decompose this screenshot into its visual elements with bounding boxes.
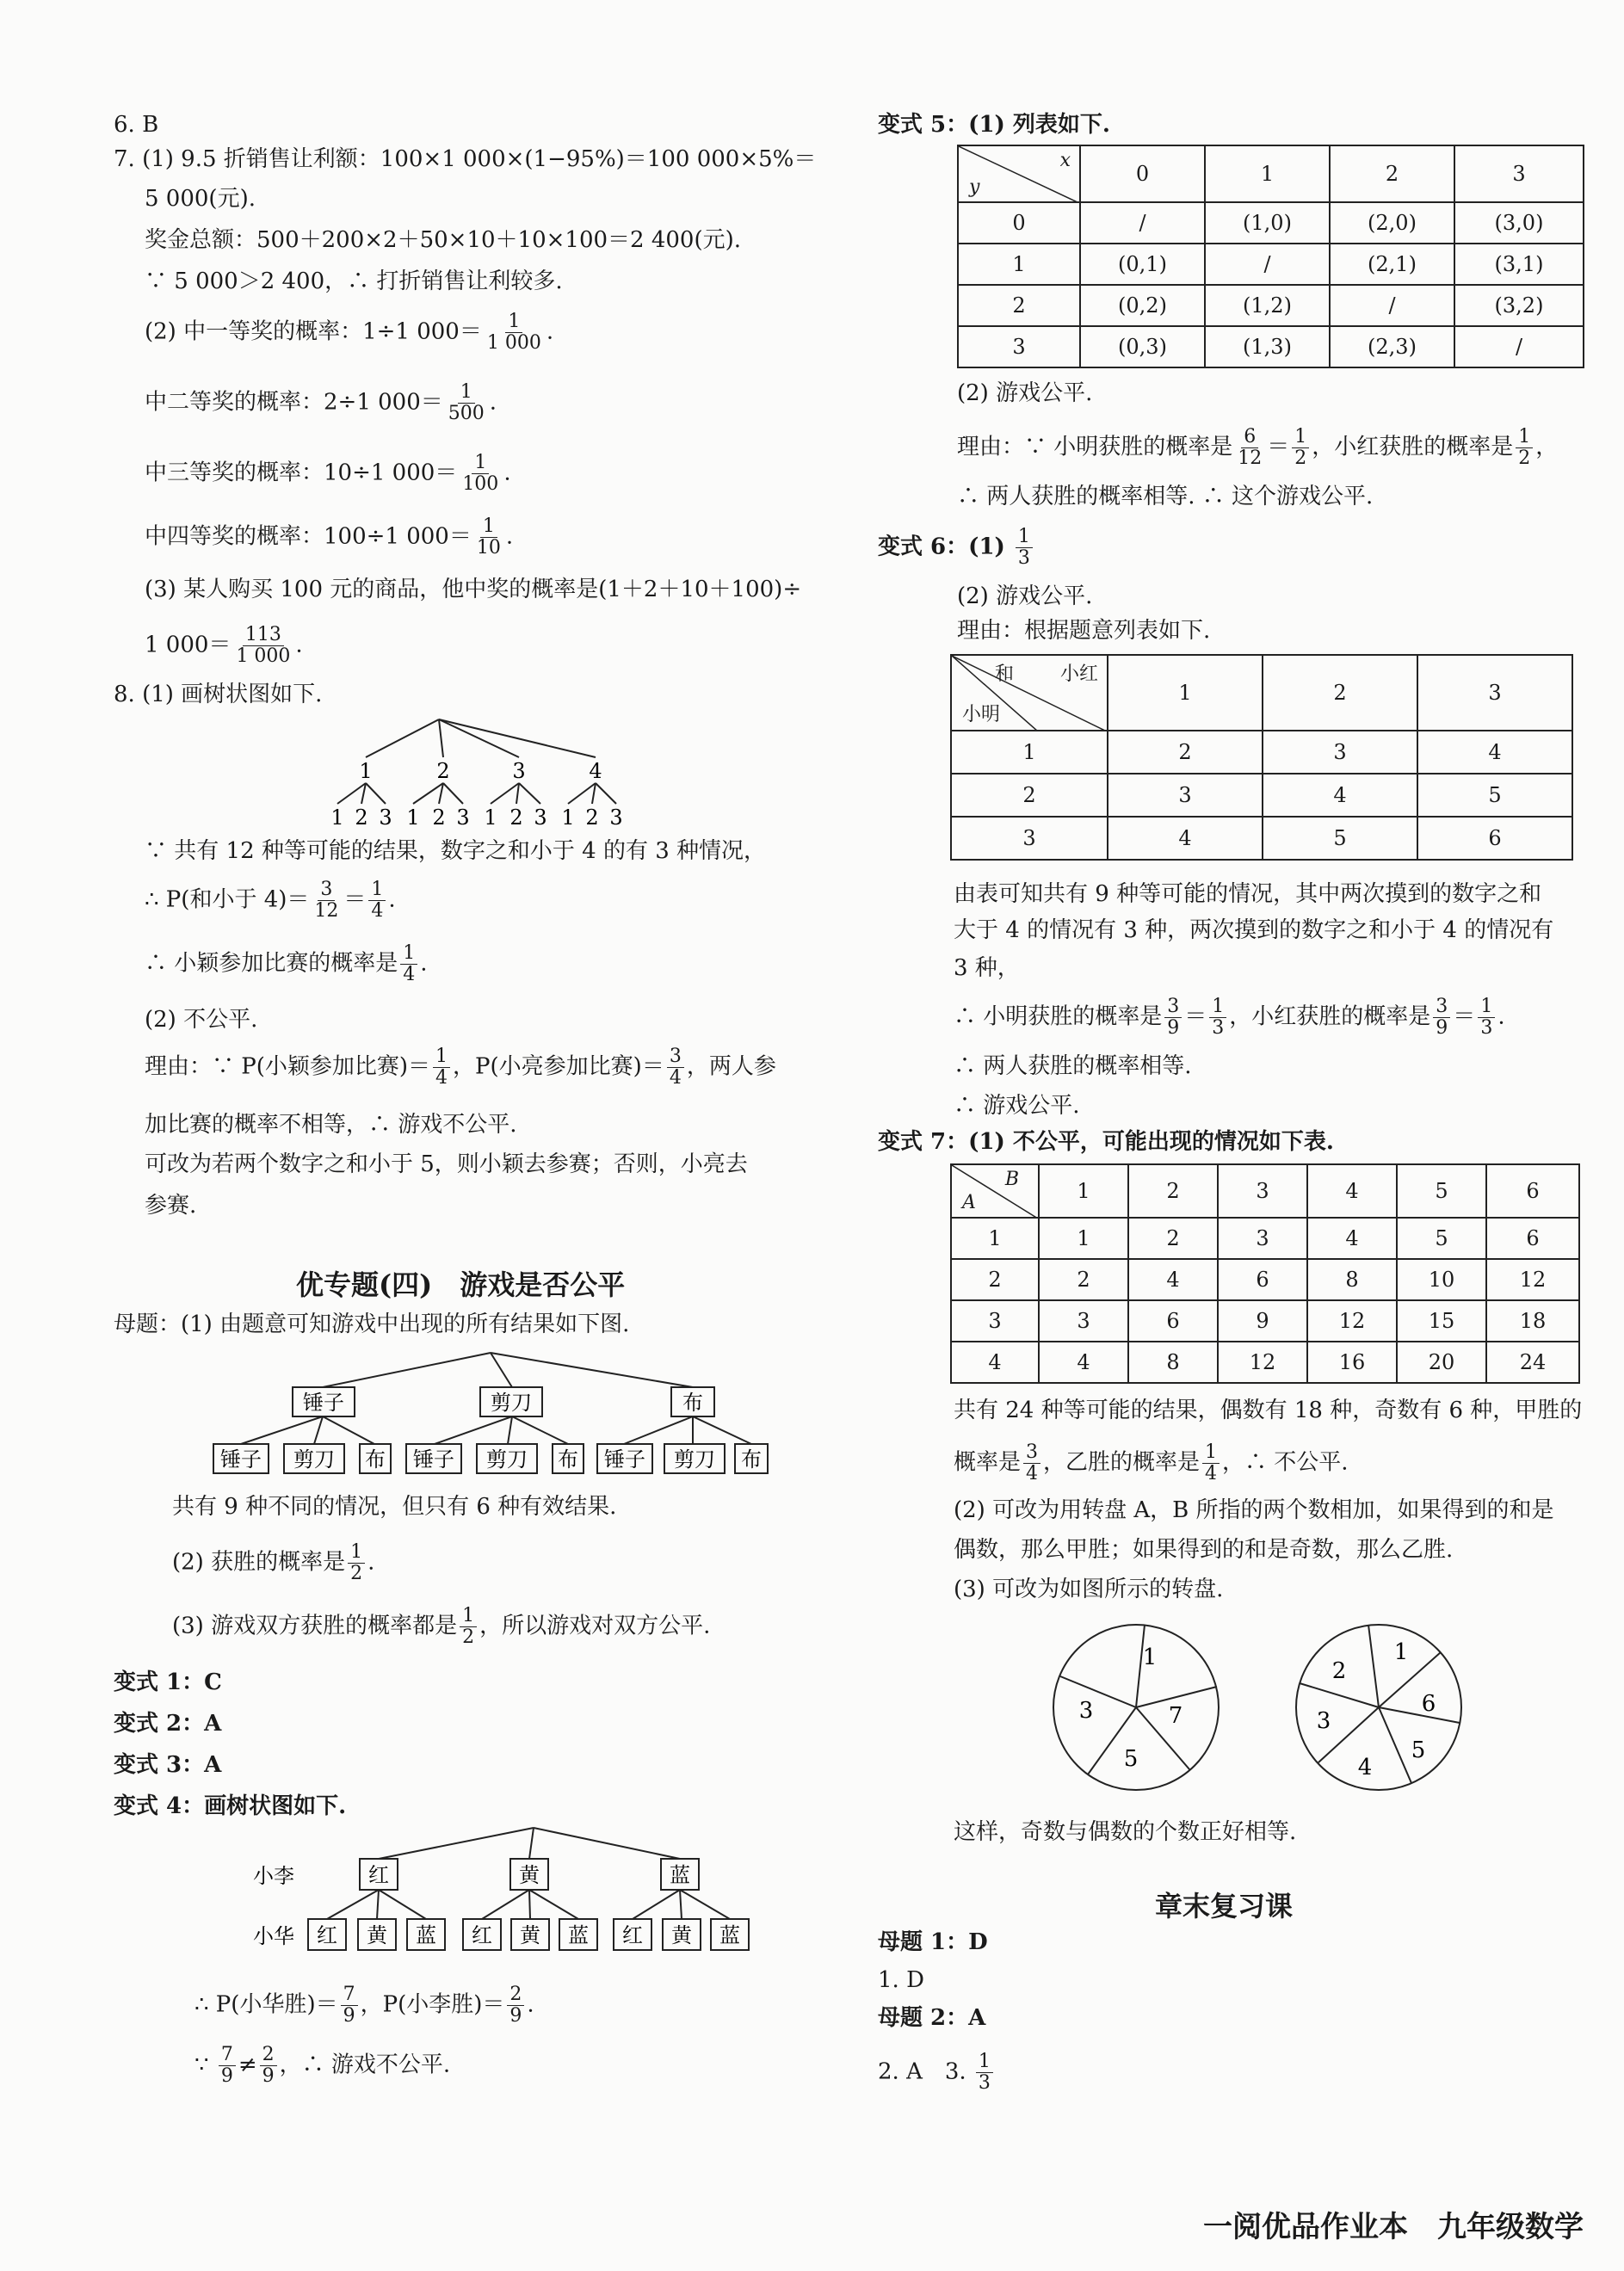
spinner-number: 7 <box>1168 1703 1183 1729</box>
table-row: 3 4 5 6 <box>951 817 1572 860</box>
table-variant-7: B A 1 2 3 4 5 6 1 1 2 3 4 5 6 2 2 4 6 8 10 12 3 3 6 9 12 15 18 4 4 8 12 16 20 24 <box>950 1163 1580 1384</box>
tree-leaf: 3 <box>456 805 470 826</box>
mother-question-c: (2) 获胜的概率是 $\frac{1}{2}$ . <box>172 1541 375 1584</box>
tree-leaf: 剪刀 <box>486 1447 528 1472</box>
variant-6-d: 3 种， <box>954 955 1020 981</box>
tree-leaf: 2 <box>509 805 523 826</box>
answer-1: 1. D <box>878 1967 924 1993</box>
spinner-number: 4 <box>1357 1755 1373 1780</box>
tree-leaf: 1 <box>561 805 575 826</box>
tree-node: 黄 <box>519 1863 540 1887</box>
tree-leaf: 蓝 <box>568 1923 589 1947</box>
mother-question-b: 共有 9 种不同的情况，但只有 6 种有效结果. <box>172 1494 617 1520</box>
answer-8-f: 可改为若两个数字之和小于 5，则小颖去参赛；否则，小亮去 <box>145 1151 748 1177</box>
answer-7-2a: (2) 中一等奖的概率：1÷1 000＝ $\frac{1}{1 000}$ . <box>145 311 554 354</box>
spinner-number: 2 <box>1331 1658 1347 1684</box>
answer-7-3a: (3) 某人购买 100 元的商品，他中奖的概率是(1＋2＋10＋100)÷ <box>145 577 802 602</box>
table-row: 2 2 4 6 8 10 12 <box>951 1259 1579 1300</box>
tree-leaf: 布 <box>365 1447 386 1472</box>
variant-7-f: 这样，奇数与偶数的个数正好相等. <box>954 1819 1297 1845</box>
table-row: 3 3 6 9 12 15 18 <box>951 1300 1579 1342</box>
tree-leaf: 2 <box>355 805 368 826</box>
tree-leaf: 1 <box>406 805 420 826</box>
variant-7: 变式 7：(1) 不公平，可能出现的情况如下表. <box>878 1129 1334 1155</box>
spinner-number: 3 <box>1078 1698 1094 1724</box>
table-row: 1 1 2 3 4 5 6 <box>951 1218 1579 1259</box>
variant-6-2: (2) 游戏公平. <box>957 583 1093 609</box>
tree-leaf: 3 <box>379 805 392 826</box>
variant-6-c: 大于 4 的情况有 3 种，两次摸到的数字之和小于 4 的情况有 <box>954 917 1554 943</box>
answer-7-line1: 7. (1) 9.5 折销售让利额：100×1 000×(1−95%)＝100 000×5%＝ <box>114 146 817 172</box>
tree-leaf: 1 <box>330 805 344 826</box>
variant-7-a: 共有 24 种等可能的结果，偶数有 18 种，奇数有 6 种，甲胜的 <box>954 1398 1583 1423</box>
answer-7-3b: 1 000＝ $\frac{113}{1 000}$ . <box>145 624 303 667</box>
table-header: 1 <box>1108 655 1263 731</box>
section-title: 优专题(四) 游戏是否公平 <box>296 1268 626 1301</box>
tree-leaf: 剪刀 <box>293 1447 335 1472</box>
tree-leaf: 1 <box>484 805 497 826</box>
answer-8-e: 加比赛的概率不相等，∴ 游戏不公平. <box>145 1112 517 1138</box>
tree-node: 红 <box>368 1863 389 1887</box>
tree-node: 蓝 <box>670 1863 690 1887</box>
table-header: 3 <box>1454 145 1584 202</box>
answer-8-a: ∵ 共有 12 种等可能的结果，数字之和小于 4 的有 3 种情况， <box>145 838 767 864</box>
row-label: 小李 <box>253 1864 294 1888</box>
fraction: $\frac{1}{10}$ <box>476 515 501 558</box>
spinner-number: 5 <box>1123 1746 1139 1772</box>
tree-node: 2 <box>436 759 450 783</box>
tree-diagram-rps <box>207 1348 775 1485</box>
table-header: 2 <box>1330 145 1454 202</box>
answer-6: 6. B <box>114 112 159 138</box>
tree-diagram-q8 <box>318 714 663 826</box>
table-variant-5 <box>957 145 1584 368</box>
variant-2: 变式 2：A <box>114 1711 222 1737</box>
answer-8-b: ∴ P(和小于 4)＝ $\frac{3}{12}$ ＝ $\frac{1}{4}$ . <box>145 879 396 922</box>
spinner-number: 6 <box>1421 1691 1436 1717</box>
variant-7-d: 偶数，那么甲胜；如果得到的和是奇数，那么乙胜. <box>954 1537 1454 1563</box>
tree-node: 1 <box>359 759 373 783</box>
variant-4-b: ∵ $\frac{7}{9}$ ≠ $\frac{2}{9}$ ，∴ 游戏不公平. <box>195 2044 451 2087</box>
table-corner: B A <box>951 1164 1039 1218</box>
table-header: 0 <box>1080 145 1205 202</box>
tree-node: 3 <box>512 759 526 783</box>
tree-leaf: 剪刀 <box>674 1447 715 1472</box>
tree-node: 布 <box>682 1391 703 1415</box>
table-row: 2 (0,2) (1,2) / (3,2) <box>958 285 1584 326</box>
tree-node: 锤子 <box>303 1391 344 1415</box>
variant-1: 变式 1：C <box>114 1669 222 1695</box>
mother-question-a: 母题：(1) 由题意可知游戏中出现的所有结果如下图. <box>114 1311 630 1337</box>
table-row: 4 4 8 12 16 20 24 <box>951 1342 1579 1383</box>
tree-leaf: 2 <box>585 805 599 826</box>
tree-leaf: 黄 <box>671 1923 692 1947</box>
tree-leaf: 锤子 <box>220 1447 262 1472</box>
answer-7-2d: 中四等奖的概率：100÷1 000＝ $\frac{1}{10}$ . <box>145 515 514 558</box>
table-row: 1 (0,1) / (2,1) (3,1) <box>958 244 1584 285</box>
tree-leaf: 红 <box>472 1923 492 1947</box>
tree-node: 4 <box>589 759 602 783</box>
table-corner: 和 小红 小明 <box>951 655 1108 731</box>
answer-2-3: 2. A 3. $\frac{1}{3}$ <box>878 2052 996 2094</box>
variant-4-a: ∴ P(小华胜)＝ $\frac{7}{9}$ ，P(小李胜)＝ $\frac{2}{9}$ . <box>195 1984 534 2027</box>
table-header: 3 <box>1417 655 1572 731</box>
variant-6: 变式 6：(1) $\frac{1}{3}$ <box>878 527 1035 569</box>
answer-7-line3: 奖金总额：500＋200×2＋50×10＋10×100＝2 400(元). <box>145 227 742 253</box>
table-row: 0 / (1,0) (2,0) (3,0) <box>958 202 1584 244</box>
spinner-number: 5 <box>1411 1737 1426 1763</box>
variant-5-2: (2) 游戏公平. <box>957 380 1093 406</box>
answer-8-2: (2) 不公平. <box>145 1007 258 1033</box>
variant-6-e: ∴ 小明获胜的概率是 $\frac{3}{9}$ ＝ $\frac{1}{3}$ ，小红获胜的概率是 $\frac{3}{9}$ ＝ $\frac{1}{3}$ . <box>954 996 1505 1039</box>
answer-7-line4: ∵ 5 000＞2 400，∴ 打折销售让利较多. <box>145 268 563 294</box>
answer-7-2b: 中二等奖的概率：2÷1 000＝ $\frac{1}{500}$ . <box>145 381 497 424</box>
variant-5-b: ∴ 两人获胜的概率相等. ∴ 这个游戏公平. <box>957 484 1374 509</box>
spinner-number: 1 <box>1142 1645 1158 1670</box>
spinner-number: 1 <box>1393 1639 1409 1665</box>
answer-8-g: 参赛. <box>145 1193 197 1219</box>
variant-6-b: 由表可知共有 9 种等可能的情况，其中两次摸到的数字之和 <box>954 881 1542 907</box>
row-label: 小华 <box>253 1924 294 1948</box>
variant-5-a: 理由：∵ 小明获胜的概率是 $\frac{6}{12}$ ＝ $\frac{1}{2}$ ，小红获胜的概率是 $\frac{1}{2}$ ， <box>957 426 1559 469</box>
tree-leaf: 3 <box>534 805 547 826</box>
variant-7-c: (2) 可改为用转盘 A，B 所指的两个数相加，如果得到的和是 <box>954 1497 1554 1523</box>
spinner-diagrams <box>1041 1614 1489 1804</box>
tree-diagram-colors <box>250 1824 766 1979</box>
variant-3: 变式 3：A <box>114 1752 222 1778</box>
table-corner: x y <box>958 145 1080 202</box>
fraction: $\frac{1}{500}$ <box>448 381 485 424</box>
variant-7-b: 概率是 $\frac{3}{4}$ ，乙胜的概率是 $\frac{1}{4}$ ，∴ 不公平. <box>954 1441 1349 1484</box>
answer-7-2c: 中三等奖的概率：10÷1 000＝ $\frac{1}{100}$ . <box>145 452 511 495</box>
answer-8-c: ∴ 小颖参加比赛的概率是 $\frac{1}{4}$ . <box>145 942 428 985</box>
mother-1: 母题 1：D <box>878 1929 988 1955</box>
tree-leaf: 红 <box>317 1923 337 1947</box>
tree-leaf: 锤子 <box>413 1447 454 1472</box>
variant-6-f: ∴ 两人获胜的概率相等. <box>954 1053 1192 1079</box>
variant-6-a: 理由：根据题意列表如下. <box>957 618 1211 644</box>
tree-leaf: 蓝 <box>719 1923 740 1947</box>
answer-8-1: 8. (1) 画树状图如下. <box>114 682 323 707</box>
fraction: $\frac{1}{1 000}$ <box>486 311 541 354</box>
fraction: $\frac{113}{1 000}$ <box>236 624 291 667</box>
table-row: 3 (0,3) (1,3) (2,3) / <box>958 326 1584 367</box>
tree-leaf: 蓝 <box>416 1923 436 1947</box>
tree-leaf: 红 <box>622 1923 643 1947</box>
variant-5: 变式 5：(1) 列表如下. <box>878 112 1110 138</box>
tree-leaf: 黄 <box>520 1923 540 1947</box>
tree-leaf: 黄 <box>367 1923 387 1947</box>
table-header: 2 <box>1263 655 1417 731</box>
fraction: $\frac{1}{100}$ <box>462 452 499 495</box>
table-row: 1 2 3 4 <box>951 731 1572 774</box>
page-footer: 一阅优品作业本 九年级数学 <box>1203 2210 1584 2244</box>
tree-leaf: 布 <box>558 1447 578 1472</box>
table-row: 2 3 4 5 <box>951 774 1572 817</box>
tree-leaf: 布 <box>741 1447 762 1472</box>
variant-7-e: (3) 可改为如图所示的转盘. <box>954 1577 1224 1602</box>
answer-8-d: 理由：∵ P(小颖参加比赛)＝ $\frac{1}{4}$ ，P(小亮参加比赛)＝ $\frac{3}{4}$ ，两人参 <box>145 1046 776 1089</box>
table-header: 1 <box>1205 145 1330 202</box>
tree-leaf: 2 <box>432 805 446 826</box>
table-variant-6 <box>950 654 1573 861</box>
variant-4: 变式 4：画树状图如下. <box>114 1793 347 1819</box>
tree-leaf: 3 <box>609 805 623 826</box>
mother-question-d: (3) 游戏双方获胜的概率都是 $\frac{1}{2}$ ，所以游戏对双方公平. <box>172 1605 711 1648</box>
tree-node: 剪刀 <box>491 1391 532 1415</box>
variant-6-g: ∴ 游戏公平. <box>954 1093 1080 1119</box>
section-title-review: 章末复习课 <box>1155 1890 1294 1922</box>
answer-7-line2: 5 000(元). <box>145 186 256 212</box>
tree-leaf: 锤子 <box>604 1447 645 1472</box>
mother-2: 母题 2：A <box>878 2005 986 2031</box>
spinner-number: 3 <box>1316 1708 1331 1734</box>
